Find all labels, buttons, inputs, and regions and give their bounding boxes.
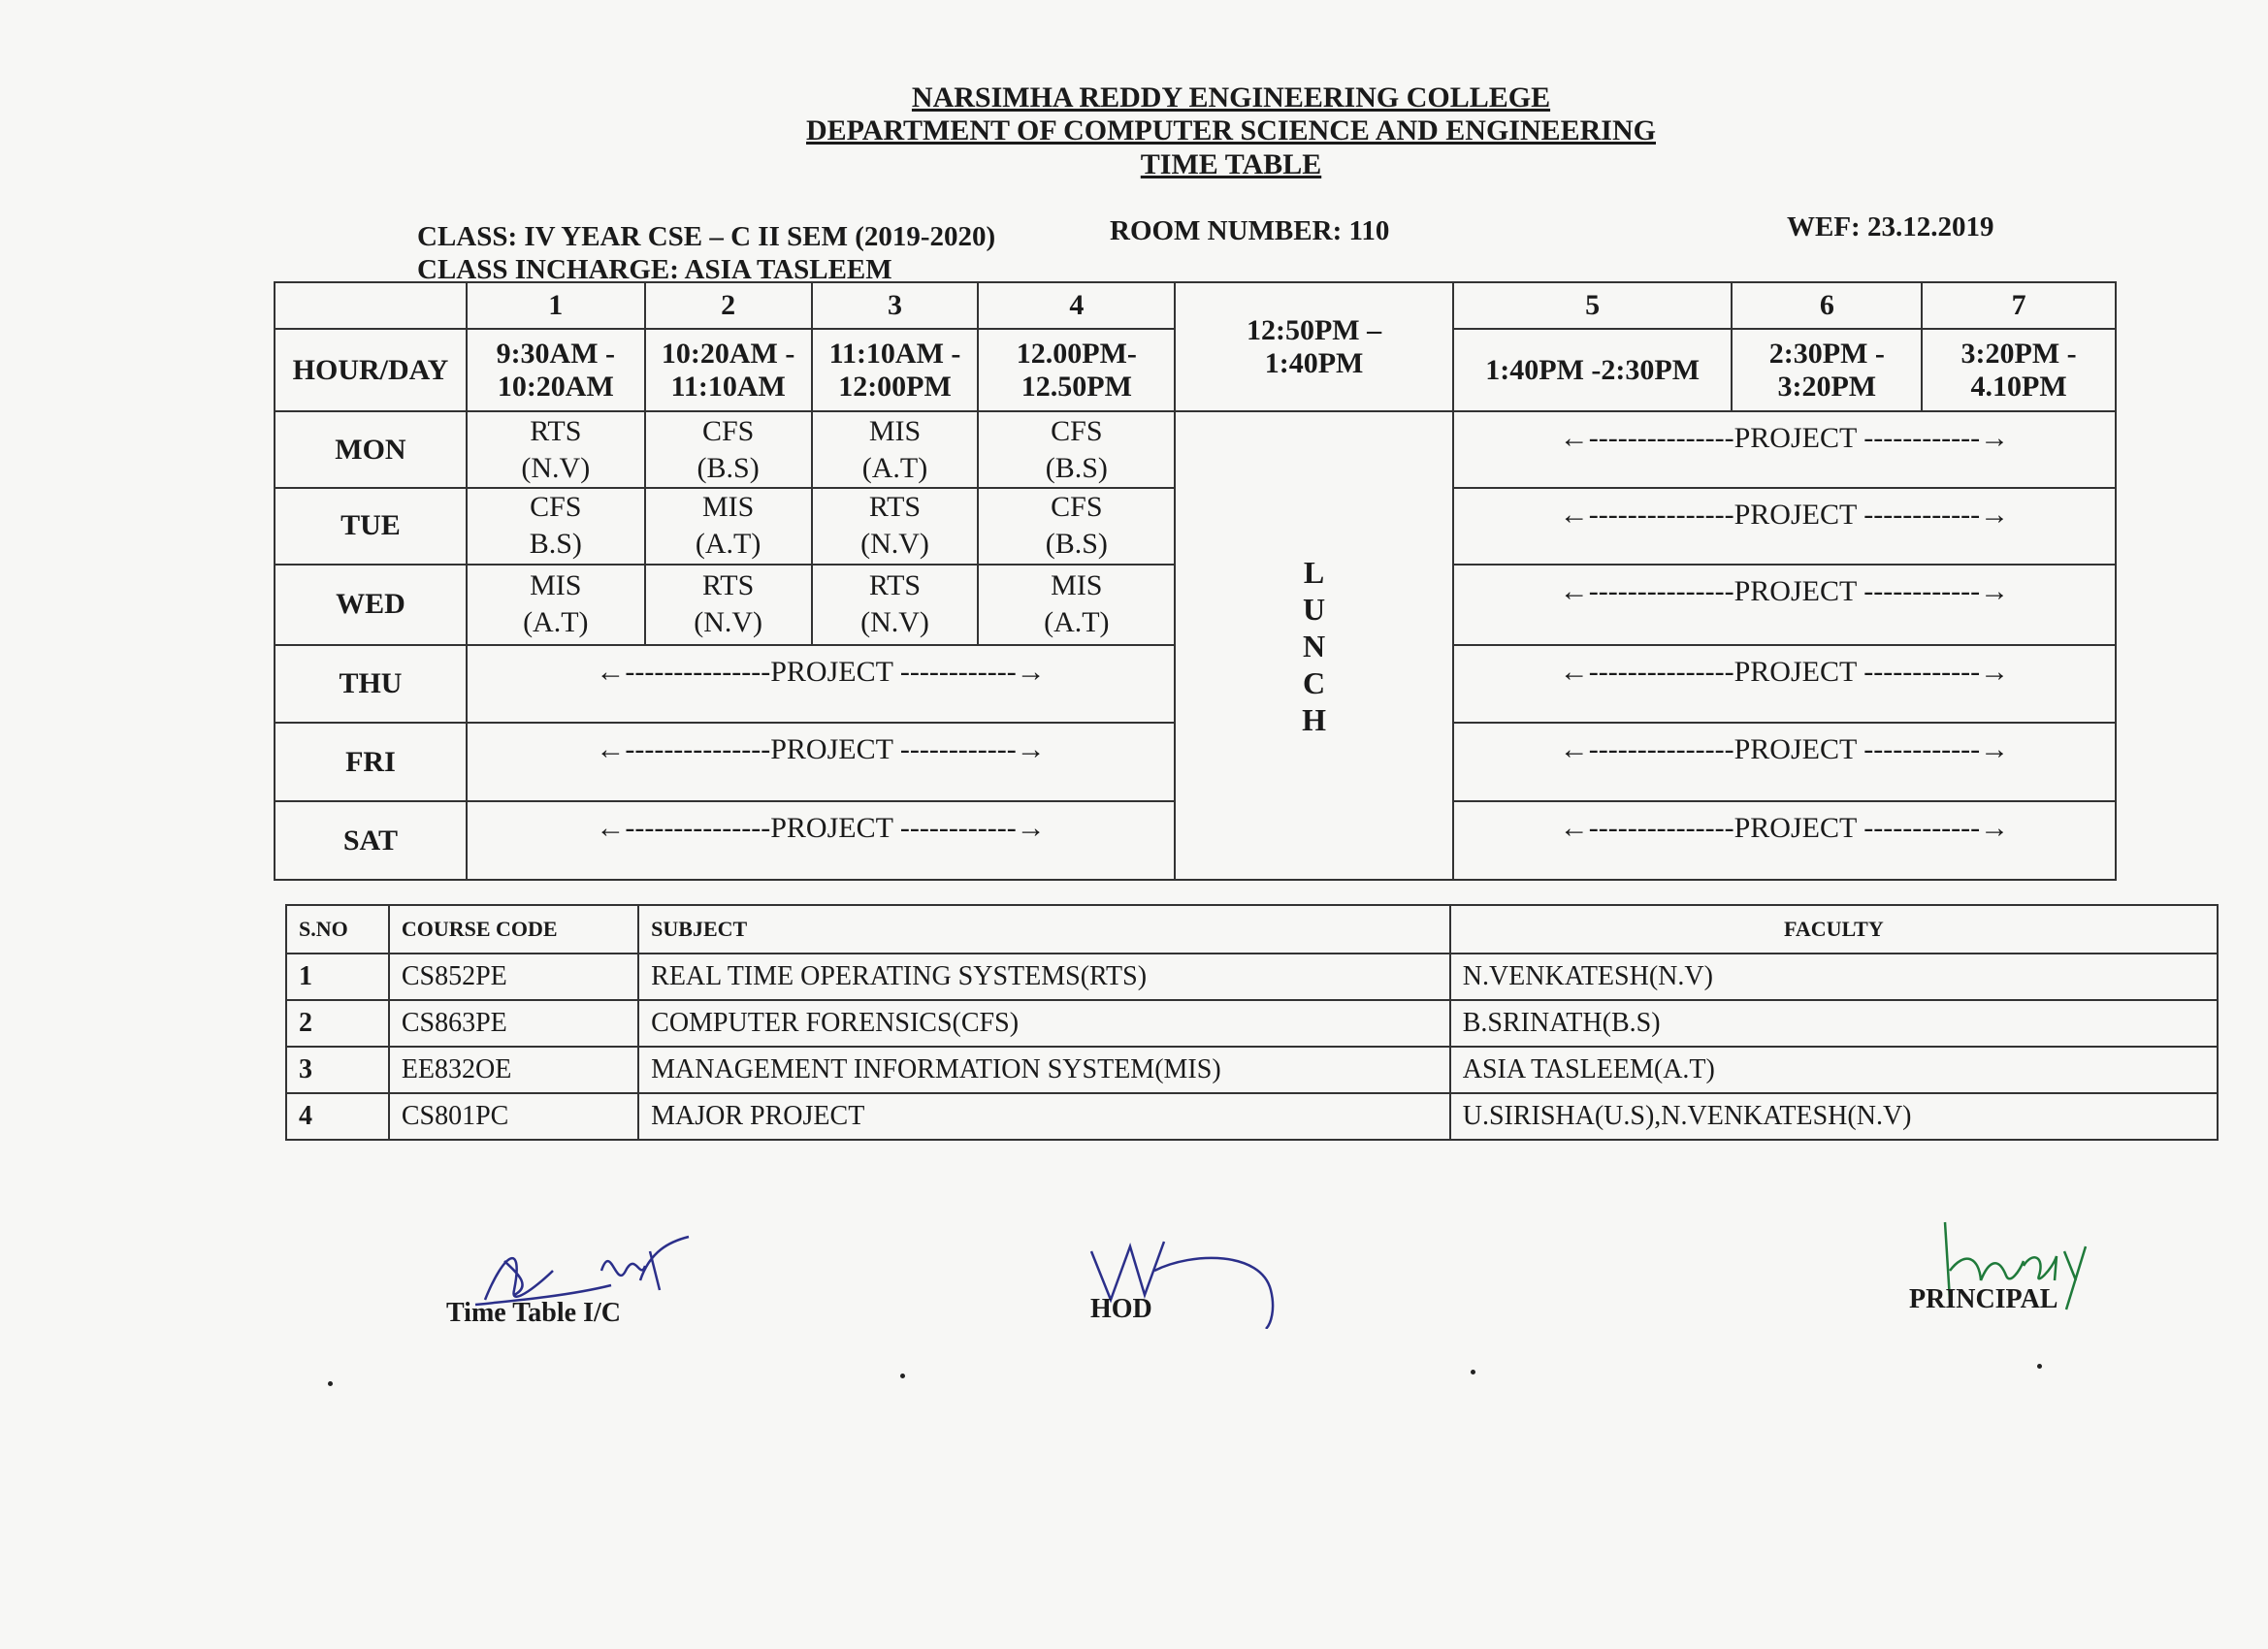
sno: 4 — [286, 1093, 389, 1140]
sno: 3 — [286, 1047, 389, 1093]
table-row — [286, 954, 2218, 1000]
sno: 2 — [286, 1000, 389, 1047]
class-slot: MIS (A.T) — [978, 565, 1175, 645]
period-time: 1:40PM -2:30PM — [1453, 329, 1733, 411]
room-number: ROOM NUMBER: 110 — [1110, 215, 1390, 246]
subject: MANAGEMENT INFORMATION SYSTEM(MIS) — [638, 1047, 1450, 1093]
course-code: CS863PE — [389, 1000, 638, 1047]
day-label: TUE — [275, 488, 467, 565]
header-subject: SUBJECT — [638, 905, 1450, 954]
project-slot: ←---------------PROJECT ------------→ — [467, 801, 1175, 880]
subject: COMPUTER FORENSICS(CFS) — [638, 1000, 1450, 1047]
course-table — [285, 904, 2219, 1141]
day-label: MON — [275, 411, 467, 488]
college-name: NARSIMHA REDDY ENGINEERING COLLEGE — [911, 81, 1551, 113]
document-title: TIME TABLE — [1140, 148, 1322, 180]
project-slot: ←---------------PROJECT ------------→ — [467, 723, 1175, 801]
class-slot: CFS (B.S) — [645, 411, 812, 488]
class-slot: MIS (A.T) — [467, 565, 645, 645]
period-time: 11:10AM - 12:00PM — [812, 329, 979, 411]
principal-label: PRINCIPAL — [1909, 1284, 2058, 1314]
hod-label: HOD — [1090, 1294, 1152, 1324]
speck — [2037, 1364, 2042, 1369]
table-row — [286, 1047, 2218, 1093]
class-slot: RTS (N.V) — [812, 565, 979, 645]
project-slot: ←---------------PROJECT ------------→ — [1453, 645, 2116, 724]
period-time: 3:20PM - 4.10PM — [1922, 329, 2116, 411]
project-slot: ←---------------PROJECT ------------→ — [1453, 801, 2116, 880]
period-time: 9:30AM - 10:20AM — [467, 329, 645, 411]
faculty: U.SIRISHA(U.S),N.VENKATESH(N.V) — [1450, 1093, 2218, 1140]
speck — [328, 1381, 333, 1386]
timetable — [274, 281, 2117, 881]
course-code: CS852PE — [389, 954, 638, 1000]
project-slot: ←---------------PROJECT ------------→ — [1453, 411, 2116, 488]
period-time: 12.00PM- 12.50PM — [978, 329, 1175, 411]
period-number: 1 — [467, 282, 645, 329]
class-slot: CFS (B.S) — [978, 411, 1175, 488]
faculty: B.SRINATH(B.S) — [1450, 1000, 2218, 1047]
day-label: FRI — [275, 723, 467, 801]
period-number: 6 — [1732, 282, 1922, 329]
period-time: 10:20AM - 11:10AM — [645, 329, 812, 411]
table-row — [286, 1000, 2218, 1047]
project-slot: ←---------------PROJECT ------------→ — [1453, 488, 2116, 565]
header-course-code: COURSE CODE — [389, 905, 638, 954]
faculty: N.VENKATESH(N.V) — [1450, 954, 2218, 1000]
project-slot: ←---------------PROJECT ------------→ — [1453, 723, 2116, 801]
day-label: WED — [275, 565, 467, 645]
subject: REAL TIME OPERATING SYSTEMS(RTS) — [638, 954, 1450, 1000]
faculty: ASIA TASLEEM(A.T) — [1450, 1047, 2218, 1093]
period-number: 7 — [1922, 282, 2116, 329]
subject: MAJOR PROJECT — [638, 1093, 1450, 1140]
course-code: CS801PC — [389, 1093, 638, 1140]
blank-corner — [275, 282, 467, 329]
header-faculty: FACULTY — [1450, 905, 2218, 954]
period-number: 5 — [1453, 282, 1733, 329]
wef-date: WEF: 23.12.2019 — [1787, 211, 1994, 242]
day-label: SAT — [275, 801, 467, 880]
class-slot: CFS B.S) — [467, 488, 645, 565]
period-number: 3 — [812, 282, 979, 329]
lunch-column — [1175, 411, 1453, 880]
period-number: 2 — [645, 282, 812, 329]
timetable-ic-label: Time Table I/C — [446, 1298, 621, 1328]
class-slot: CFS (B.S) — [978, 488, 1175, 565]
hour-day-label: HOUR/DAY — [275, 329, 467, 411]
class-slot: MIS (A.T) — [812, 411, 979, 488]
department-name: DEPARTMENT OF COMPUTER SCIENCE AND ENGINEERING — [806, 114, 1656, 146]
speck — [1471, 1370, 1475, 1374]
table-row — [286, 1093, 2218, 1140]
project-slot: ←---------------PROJECT ------------→ — [1453, 565, 2116, 645]
sno: 1 — [286, 954, 389, 1000]
class-incharge: CLASS INCHARGE: ASIA TASLEEM — [417, 254, 892, 285]
day-label: THU — [275, 645, 467, 724]
period-number: 4 — [978, 282, 1175, 329]
period-time: 2:30PM - 3:20PM — [1732, 329, 1922, 411]
class-info: CLASS: IV YEAR CSE – C II SEM (2019-2020) — [417, 221, 996, 252]
class-slot: RTS (N.V) — [812, 488, 979, 565]
class-slot: MIS (A.T) — [645, 488, 812, 565]
class-slot: RTS (N.V) — [467, 411, 645, 488]
lunch-label: L U N C H — [1302, 554, 1326, 737]
lunch-time: 12:50PM – 1:40PM — [1175, 282, 1453, 411]
speck — [900, 1374, 905, 1378]
header-sno: S.NO — [286, 905, 389, 954]
class-slot: RTS (N.V) — [645, 565, 812, 645]
course-code: EE832OE — [389, 1047, 638, 1093]
project-slot: ←---------------PROJECT ------------→ — [467, 645, 1175, 724]
